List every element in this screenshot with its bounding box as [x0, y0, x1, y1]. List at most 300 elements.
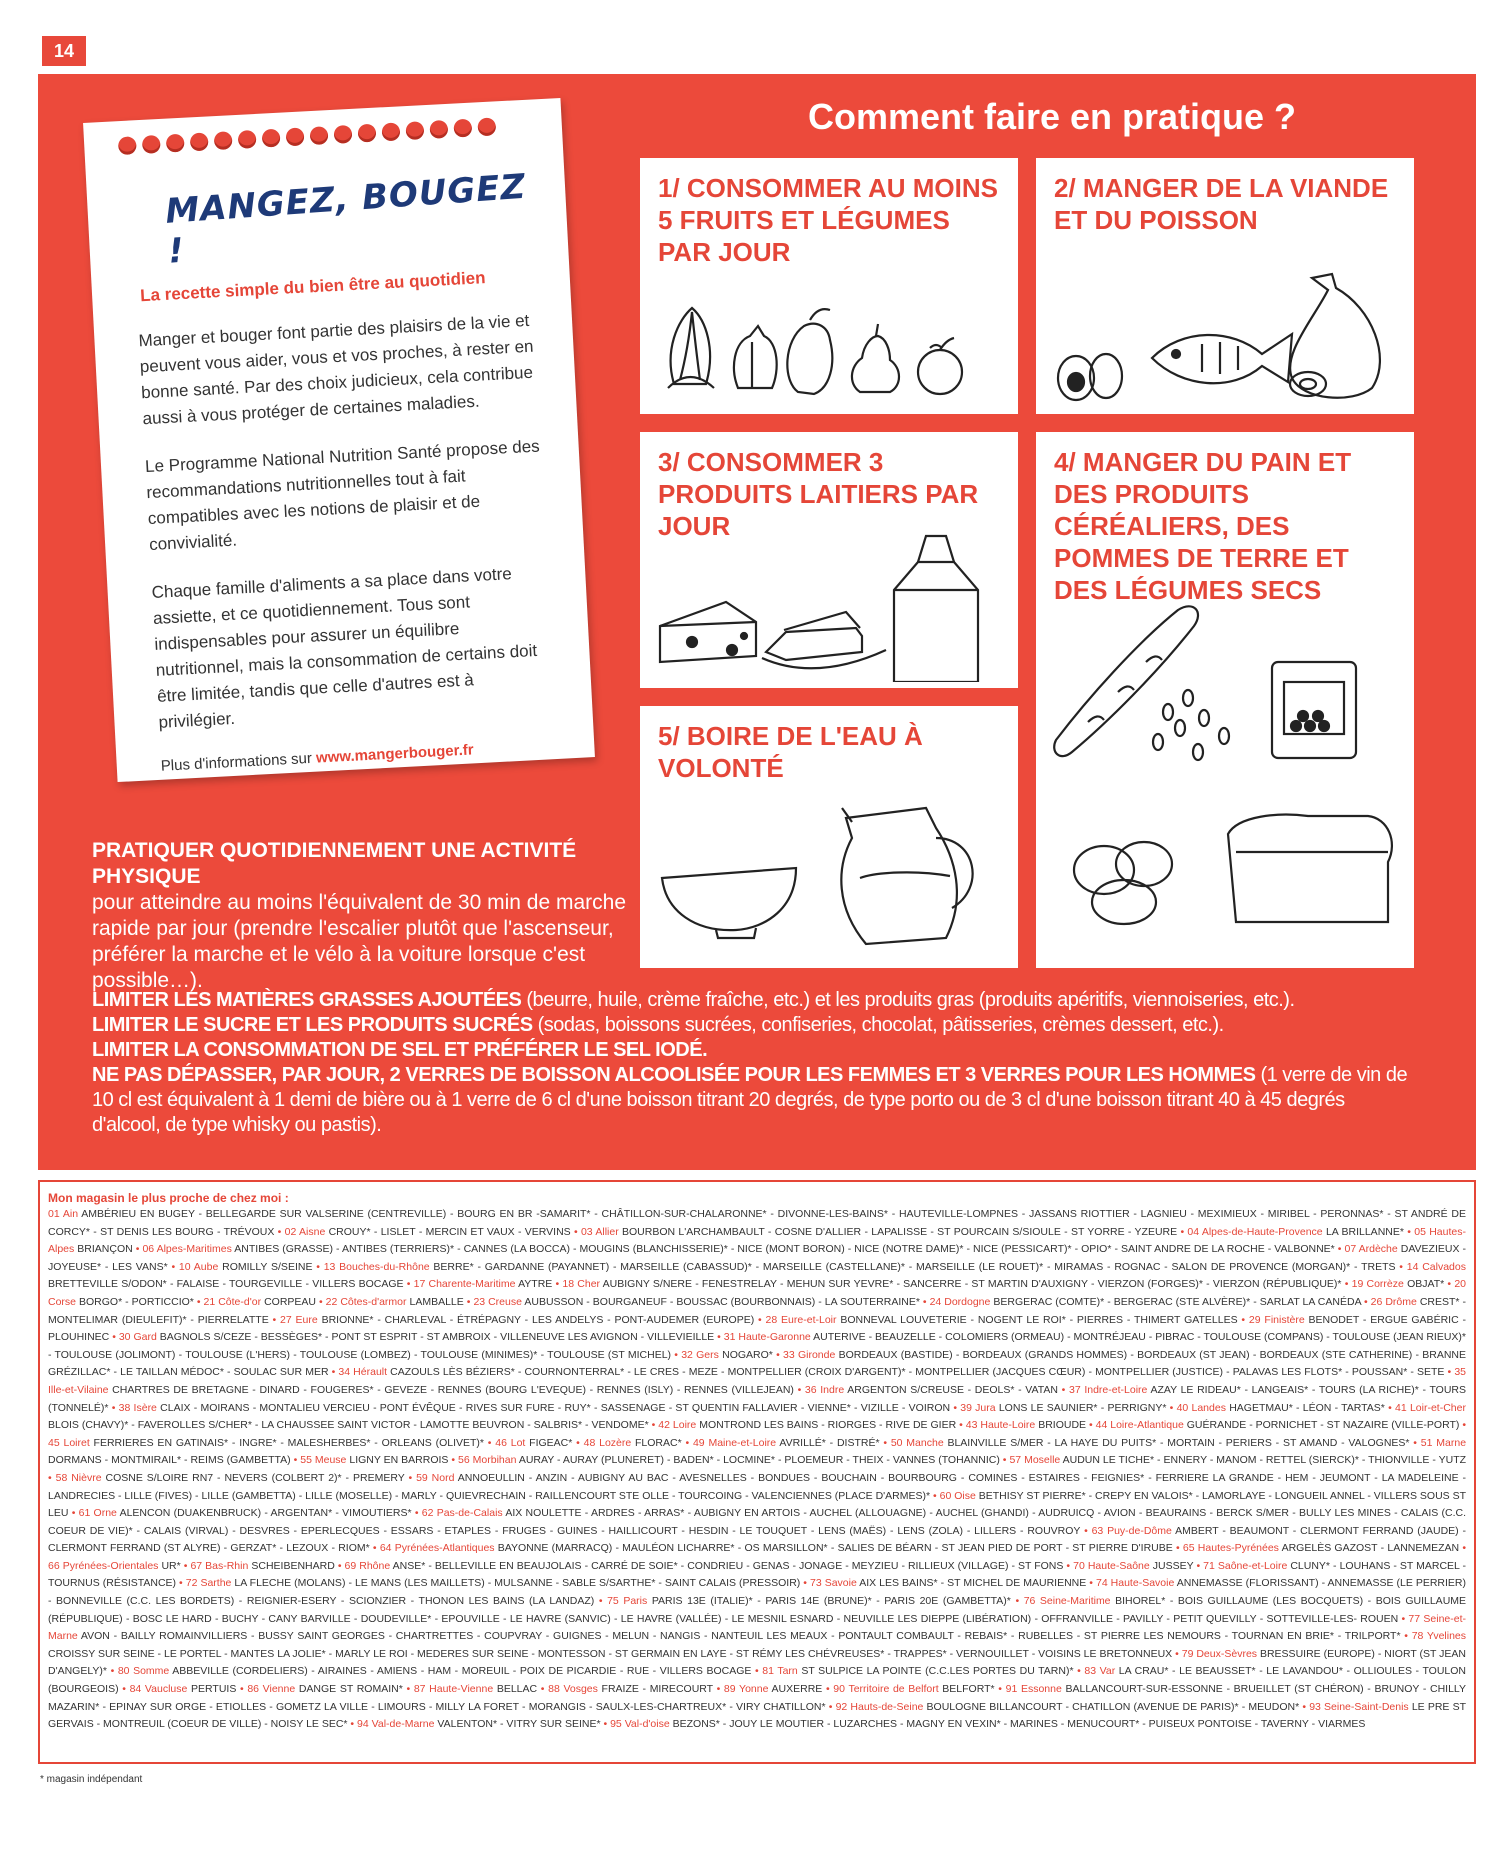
store-names: CLAIX - MOIRANS - MONTALIEU VERCIEU - PONT ÉVÊQUE - RIVES SUR FURE - RUY* - SASSENAGE - ST QUENTIN FALLAVIER - VIENNE* - VIZILLE - VOIRON: [160, 1401, 951, 1414]
box-water: [640, 706, 1018, 968]
store-names: ALENCON (DUAKENBRUCK) - ARGENTAN* - VIMOUTIERS*: [119, 1507, 412, 1520]
bullet-separator-icon: •: [1172, 1647, 1182, 1660]
bullet-separator-icon: •: [448, 1454, 459, 1467]
store-names: AUBIGNY S/NERE - FENESTRELAY - MEHUN SUR YEVRE* - SANCERRE - ST MARTIN D'AUXIGNY - VIERZON (FORGES)* - VIERZON (RÉPUBLIQUE)*: [602, 1278, 1342, 1291]
store-names: CHARTRES DE BRETAGNE - DINARD - FOUGERES* - GEVEZE - RENNES (BOURG L'EVEQUE) - RENNES (ISLY) - RENNES (VILLEJEAN): [112, 1383, 794, 1396]
store-names: AUXERRE: [771, 1683, 823, 1696]
store-entry: [693, 1437, 891, 1449]
store-names: COSNE S/LOIRE RN7 - NEVERS (COLBERT 2)* - PREMERY: [105, 1471, 405, 1484]
bullet-separator-icon: •: [956, 1419, 966, 1432]
bullet-separator-icon: •: [290, 1454, 301, 1467]
bullet-separator-icon: •: [1409, 1436, 1421, 1449]
store-entry: [930, 1296, 1371, 1308]
bullet-separator-icon: •: [1237, 1313, 1249, 1326]
note-paragraph: Manger et bouger font partie des plaisirs de la vie et peuvent vous aider, vous et vos proches, à rester en bonne santé. Par des choix judicieux, cela contribue aussi à vous protéger de certaines maladies.: [138, 310, 534, 429]
note-paragraph: Chaque famille d'aliments a sa place dans votre assiette, et ce quotidiennement. Tous sont indispensables pour assurer un équilibre nutritionnel, mais la consommation de certains doit être limitée, tandis que celle d'autres est à privilégier.: [151, 564, 538, 732]
store-names: CLUNY* - LOUHANS - ST MARCEL - TOURNUS (RÉSISTANCE): [48, 1559, 1467, 1590]
bullet-separator-icon: •: [193, 1295, 204, 1308]
bullet-separator-icon: •: [1057, 1383, 1069, 1396]
store-entry: [458, 1454, 1009, 1466]
department-label: 33 Gironde: [783, 1348, 839, 1361]
store-names: HAGETMAU* - LÉON - TARTAS*: [1229, 1401, 1385, 1414]
store-entry: [414, 1278, 563, 1290]
department-label: 38 Isère: [118, 1401, 161, 1414]
limit-bold: NE PAS DÉPASSER, PAR JOUR, 2 VERRES DE BOISSON ALCOOLISÉE POUR LES FEMMES ET 3 VERRES POUR LES HOMMES: [92, 1064, 1256, 1086]
store-entry: [357, 1718, 610, 1730]
hole-icon: [429, 120, 448, 139]
store-entry: [610, 1718, 1365, 1730]
bullet-separator-icon: •: [180, 1559, 191, 1572]
bullet-separator-icon: •: [118, 1683, 130, 1696]
bullet-separator-icon: •: [1086, 1419, 1096, 1432]
physical-activity-text: [92, 838, 632, 994]
store-entry: [495, 1437, 583, 1449]
store-names: UR*: [161, 1559, 181, 1572]
department-label: 65 Hautes-Pyrénées: [1182, 1542, 1282, 1555]
bullet-separator-icon: •: [714, 1331, 724, 1344]
store-names: BOULOGNE BILLANCOURT - CHATILLON (AVENUE DE PARIS)* - MEUDON*: [926, 1700, 1300, 1713]
store-names: AMBERT - BEAUMONT - CLERMONT FERRAND (JAUDE) - CLERMONT FERRAND (ST ALYRE) - GERZAT* - LEZOUX - RIOM*: [48, 1524, 1467, 1555]
store-entry: [118, 1665, 762, 1677]
activity-title: PRATIQUER QUOTIDIENNEMENT UNE ACTIVITÉ PHYSIQUE: [92, 839, 577, 888]
store-names: AIX LES BAINS* - ST MICHEL DE MAURIENNE: [859, 1577, 1087, 1590]
store-names: BERGERAC (COMTE)* - BERGERAC (STE ALVÈRE)* - SARLAT LA CANÉDA: [993, 1295, 1361, 1308]
store-names: ROMILLY S/SEINE: [222, 1260, 313, 1273]
department-label: 05 Hautes-Alpes: [48, 1225, 1466, 1256]
store-entry: [324, 1261, 1407, 1273]
store-names: AVRILLÉ* - DISTRÉ*: [779, 1436, 880, 1449]
hole-icon: [118, 136, 137, 155]
store-names: MONTROND LES BAINS - RIORGES - RIVE DE GIER: [699, 1419, 957, 1432]
bullet-separator-icon: •: [1384, 1401, 1396, 1414]
bullet-separator-icon: •: [1299, 1700, 1310, 1713]
box-title: 2/ MANGER DE LA VIANDE ET DU POISSON: [1054, 173, 1389, 235]
store-names: GUÉRANDE - PORNICHET - ST NAZAIRE (VILLE-PORT): [1186, 1419, 1460, 1432]
footnote: * magasin indépendant: [40, 1774, 143, 1785]
department-label: 55 Meuse: [300, 1454, 350, 1467]
department-label: 83 Var: [1084, 1665, 1119, 1678]
hole-icon: [310, 126, 329, 145]
store-entry: [300, 1454, 458, 1466]
bullet-separator-icon: •: [1086, 1577, 1096, 1590]
bullet-separator-icon: •: [600, 1718, 611, 1731]
store-names: CAZOULS LÈS BÉZIERS* - COURNONTERRAL* - LE CRES - MEZE - MONTPELLIER (CROIX D'ARGENT)* - MONTPELLIER (JACQUES CŒUR) - MONTPELLIER (JUSTICE) - PALAVAS LES FLOTS* - POUSSAN* - SETE: [390, 1366, 1445, 1379]
store-names: PERTUIS: [191, 1683, 237, 1696]
bullet-separator-icon: •: [648, 1419, 659, 1432]
store-entry: [79, 1507, 422, 1519]
bullet-separator-icon: •: [402, 1683, 414, 1696]
department-label: 41 Loir-et-Cher: [1395, 1401, 1466, 1414]
bullet-separator-icon: •: [994, 1683, 1006, 1696]
bullet-separator-icon: •: [1395, 1260, 1407, 1273]
store-entry: [48, 1437, 495, 1449]
bullet-separator-icon: •: [1444, 1366, 1455, 1379]
bullet-separator-icon: •: [879, 1436, 891, 1449]
mangez-bougez-note: [83, 98, 595, 782]
store-entry: [1096, 1419, 1466, 1431]
store-names: DAVEZIEUX - JOYEUSE* - LES VANS*: [48, 1243, 1466, 1273]
department-label: 81 Tarn: [762, 1665, 802, 1678]
bullet-separator-icon: •: [176, 1577, 186, 1590]
department-label: 63 Puy-de-Dôme: [1091, 1524, 1176, 1537]
box-meat-fish: [1036, 158, 1414, 414]
store-names: ABBEVILLE (CORDELIERS) - AIRAINES - AMIENS - HAM - MOREUIL - POIX DE PICARDIE - RUE - VILLERS BOCAGE: [172, 1665, 752, 1678]
department-label: 69 Rhône: [344, 1559, 393, 1572]
department-label: 72 Sarthe: [185, 1577, 235, 1590]
bullet-separator-icon: •: [411, 1507, 422, 1520]
bullet-separator-icon: •: [484, 1436, 496, 1449]
bullet-separator-icon: •: [316, 1295, 326, 1308]
department-label: 26 Drôme: [1370, 1295, 1420, 1308]
department-label: 04 Alpes-de-Haute-Provence: [1187, 1225, 1326, 1238]
store-entry: [142, 1243, 1344, 1255]
department-label: 45 Loiret: [48, 1436, 94, 1449]
department-label: 36 Indre: [804, 1383, 848, 1396]
store-names: BELLAC: [496, 1683, 538, 1696]
note-title: MANGEZ, BOUGEZ !: [164, 166, 528, 272]
department-label: 27 Eure: [280, 1313, 322, 1326]
more-info-label: Plus d'informations sur: [160, 749, 317, 775]
department-label: 74 Haute-Savoie: [1095, 1577, 1177, 1590]
bullet-separator-icon: •: [108, 1401, 119, 1414]
department-label: 18 Cher: [562, 1278, 603, 1291]
store-entry: [805, 1384, 1069, 1396]
department-label: 56 Morbihan: [458, 1454, 519, 1467]
store-names: BIHOREL* - BOIS GUILLAUME (LES BOCQUETS) - BOIS GUILLAUME (RÉPUBLIQUE) - BOSC LE HARD - BUCHY - CANY BARVILLE - DOUDEVILLE* - EPOUVILLE - LE HAVRE (SANVIC) - LE HAVRE (VALLÉE) - LE MESNIL ESNARD - NEUVILLE LES DIEPPE (LIBÉRATION) - OFFRANVILLE - PAVILLY - PETIT QUEVILLY - SOTTEVILLE-LES- ROUEN: [48, 1595, 1467, 1625]
department-label: 37 Indre-et-Loire: [1068, 1383, 1151, 1396]
store-names: ANSE* - BELLEVILLE EN BEAUJOLAIS - CARRÉ DE SOIE* - CONDRIEU - GENAS - JONAGE - MEYZIEU - RILLIEUX (VILLAGE) - ST FONS: [392, 1559, 1064, 1572]
bullet-separator-icon: •: [999, 1454, 1010, 1467]
bullet-separator-icon: •: [572, 1436, 584, 1449]
bullet-separator-icon: •: [712, 1683, 724, 1696]
department-label: 73 Savoie: [810, 1577, 860, 1590]
department-label: 93 Seine-Saint-Denis: [1309, 1700, 1412, 1713]
store-names: AZAY LE RIDEAU* - LANGEAIS* - TOURS (LA RICHE)* - TOURS (TONNELÉ)*: [48, 1383, 1467, 1414]
store-names: ANNEMASSE (FLORISSANT) - ANNEMASSE (LE PERRIER) - BONNEVILLE (C.C. LES BORDETS) - REIGNIER-ESERY - SCIONZIER - THONON LES BAINS (LA LANDAZ): [48, 1577, 1466, 1608]
store-names: AUTERIVE - BEAUZELLE - COLOMIERS (ORMEAU) - MONTRÉJEAU - PIBRAC - TOULOUSE (COMPANS) - TOULOUSE (JEAN RIEUX)* - TOULOUSE (JOLIMONT) - TOULOUSE (L'HERS) - TOULOUSE (LOMBEZ) - TOULOUSE (MINIMES)* - TOULOUSE (ST MICHEL): [48, 1331, 1467, 1361]
store-entry: [960, 1402, 1176, 1414]
store-entry: [658, 1419, 965, 1431]
department-label: 66 Pyrénées-Orientales: [48, 1559, 162, 1572]
store-names: DORMANS - MONTMIRAIL* - REIMS (GAMBETTA): [48, 1454, 291, 1467]
bullet-separator-icon: •: [369, 1542, 380, 1555]
store-names: BAGNOLS S/CEZE - BESSÈGES* - PONT ST ESPRIT - ST AMBROIX - VILLENEUVE LES AVIGNON - VILLEVIEILLE: [159, 1331, 715, 1344]
department-label: 78 Yvelines: [1411, 1630, 1467, 1643]
department-label: 89 Yonne: [723, 1683, 772, 1696]
store-names: FIGEAC*: [529, 1436, 573, 1449]
store-names: LA BRILLANNE*: [1325, 1225, 1404, 1238]
store-names: BELFORT*: [942, 1683, 995, 1696]
department-label: 24 Dordogne: [929, 1295, 994, 1308]
bullet-separator-icon: •: [751, 1665, 763, 1678]
store-entry: [762, 1665, 1084, 1677]
store-entry: [414, 1683, 548, 1695]
bread-cereals-icon: [1048, 602, 1408, 962]
department-label: 34 Hérault: [338, 1366, 391, 1379]
store-names: BALLANCOURT-SUR-ESSONNE - BRUEILLET (ST CHÉRON) - BRUNOY - CHILLY MAZARIN* - EPINAY SUR ORGE - ETIOLLES - GOMETZ LA VILLE - LIMOURS - MILLY LA FORET - MORANGIS - SAULX-LES-CHARTREUX* - VIRY CHATILLON*: [48, 1683, 1466, 1713]
department-label: 14 Calvados: [1406, 1260, 1466, 1273]
bullet-separator-icon: •: [594, 1595, 608, 1608]
department-label: 51 Marne: [1420, 1436, 1467, 1449]
box-fruits-vegetables: [640, 158, 1018, 414]
bullet-separator-icon: •: [1177, 1225, 1188, 1238]
bullet-separator-icon: •: [1459, 1542, 1467, 1555]
limit-text: (beurre, huile, crème fraîche, etc.) et les produits gras (produits apéritifs, viennoiseries, etc.).: [521, 989, 1295, 1011]
hole-icon: [405, 121, 424, 140]
bullet-separator-icon: •: [772, 1348, 784, 1361]
store-list: [38, 1180, 1476, 1764]
limit-bold: LIMITER LA CONSOMMATION DE SEL ET PRÉFÉRER LE SEL IODÉ.: [92, 1039, 708, 1061]
hole-icon: [334, 125, 353, 144]
store-names: BERRE* - GARDANNE (PAYANNET) - MARSEILLE (CABASSUD)* - MARSEILLE (CASTELLANE)* - MARSEILLE (LE ROUET)* - MIRAMAS - ROGNAC - SALON DE PROVENCE (MORGAN)* - TRETS: [433, 1260, 1396, 1273]
department-label: 02 Aisne: [284, 1225, 329, 1238]
department-label: 42 Loire: [658, 1419, 700, 1432]
bullet-separator-icon: •: [671, 1348, 682, 1361]
bullet-separator-icon: •: [950, 1401, 961, 1414]
store-entry: [833, 1683, 1005, 1695]
store-names: LA CRAU* - LE BEAUSSET* - LE LAVANDOU* - OLLIOULES - TOULON (BOURGEOIS): [48, 1665, 1467, 1696]
store-entry: [280, 1314, 766, 1326]
bullet-separator-icon: •: [537, 1683, 549, 1696]
bullet-separator-icon: •: [552, 1278, 563, 1291]
department-label: 50 Manche: [890, 1436, 948, 1449]
department-label: 71 Saône-et-Loire: [1203, 1559, 1291, 1572]
dairy-products-icon: [656, 532, 1006, 682]
store-entry: [724, 1683, 833, 1695]
spiral-holes: [118, 117, 496, 155]
store-names: LAMBALLE: [409, 1295, 464, 1308]
store-entry: [584, 1437, 693, 1449]
bullet-separator-icon: •: [236, 1683, 248, 1696]
department-label: 80 Somme: [117, 1665, 173, 1678]
department-label: 39 Jura: [960, 1401, 999, 1414]
store-names: FERRIERES EN GATINAIS* - INGRE* - MALESHERBES* - ORLEANS (OLIVET)*: [93, 1436, 484, 1449]
limit-bold: LIMITER LE SUCRE ET LES PRODUITS SUCRÉS: [92, 1014, 533, 1036]
box-title: 1/ CONSOMMER AU MOINS 5 FRUITS ET LÉGUMES PAR JOUR: [658, 173, 998, 267]
department-label: 59 Nord: [416, 1471, 458, 1484]
bullet-separator-icon: •: [68, 1507, 79, 1520]
store-names: VALENTON* - VITRY SUR SEINE*: [437, 1718, 601, 1731]
store-names: AUDUN LE TICHE* - ENNERY - MANOM - RETTEL (SIERCK)* - THIONVILLE - YUTZ: [1062, 1454, 1467, 1467]
department-label: 43 Haute-Loire: [965, 1419, 1039, 1432]
department-label: 90 Territoire de Belfort: [833, 1683, 943, 1696]
store-entry: [56, 1472, 416, 1484]
box-title: 5/ BOIRE DE L'EAU À VOLONTÉ: [658, 721, 923, 783]
page-number: 14: [42, 36, 86, 66]
store-names: BETHISY ST PIERRE* - CREPY EN VALOIS* - LAMORLAYE - LONGUEIL ANNEL - VILLERS SOUS ST LEU: [48, 1489, 1466, 1520]
store-entry: [119, 1402, 961, 1414]
store-names: ANTIBES (GRASSE) - ANTIBES (TERRIERS)* - CANNES (LA BOCCA) - MOUGINS (BLANCHISSERIE)* - NICE (MONT BORON) - NICE (NOTRE DAME)* - NICE (PESSICART)* - OPIO* - SAINT ANDRE DE LA ROCHE - VALBONNE*: [234, 1243, 1335, 1256]
department-label: 20 Corse: [48, 1278, 1466, 1308]
department-label: 10 Aube: [178, 1260, 223, 1273]
store-names: FLORAC*: [635, 1436, 682, 1449]
store-entry: [607, 1595, 1024, 1607]
bullet-separator-icon: •: [1444, 1278, 1455, 1291]
store-entry: [681, 1349, 783, 1361]
department-label: 84 Vaucluse: [129, 1683, 192, 1696]
department-label: 35 Ille-et-Vilaine: [48, 1366, 1466, 1396]
bullet-separator-icon: •: [1166, 1401, 1177, 1414]
store-names: LIGNY EN BARROIS: [349, 1454, 449, 1467]
bullet-separator-icon: •: [167, 1260, 179, 1273]
store-names: LA FLECHE (MOLANS) - LE MANS (LES MAILLETS) - MULSANNE - SABLE S/SARTHE* - SAINT CALAIS (PRESSOIR): [234, 1577, 801, 1590]
store-names: BLOIS (CHAVY)* - FAVEROLLES S/CHER* - LA CHAUSSEE SAINT VICTOR - LAMOTTE BEUVRON - SALBRIS* - VENDOME*: [48, 1419, 649, 1432]
limit-bold: LIMITER LES MATIÈRES GRASSES AJOUTÉES: [92, 989, 522, 1011]
store-names: LONS LE SAUNIER* - PERRIGNY*: [998, 1401, 1167, 1414]
department-label: 61 Orne: [78, 1507, 120, 1520]
store-names: ANNOEULLIN - ANZIN - AUBIGNY AU BAC - AVESNELLES - BONDUES - BOUCHAIN - BOURBOURG - COMINES - ESTAIRES - FEIGNIES* - FERRIERE LA GRANDE - HEM - JEUMONT - LA MADELEINE - LANDRECIES - LILLE (FIVES) - LILLE (GAMBETTA) - LILLE (MOSELLE) - MARLY - QUIEVRECHAIN - RAILLENCOURT STE OLLE - TOURCOING - VALENCIENNES (PLACE D'ARMES)*: [48, 1471, 1466, 1502]
hole-icon: [190, 132, 209, 151]
store-names: BONNEVAL LOUVETERIE - NOGENT LE ROI* - PIERRES - THIMERT GATELLES: [840, 1313, 1238, 1326]
bullet-separator-icon: •: [328, 1366, 339, 1379]
store-names: FRAIZE - MIRECOURT: [601, 1683, 713, 1696]
limit-item: [92, 1013, 1412, 1038]
note-subtitle: La recette simple du bien être au quotidien: [139, 268, 486, 306]
store-entries: [48, 1206, 1466, 1734]
department-label: 17 Charente-Maritime: [413, 1278, 519, 1291]
bullet-separator-icon: •: [463, 1295, 474, 1308]
store-names: ARGELÈS GAZOST - LANNEMEZAN: [1281, 1542, 1460, 1555]
bullet-separator-icon: •: [132, 1243, 143, 1256]
store-entry: [204, 1296, 326, 1308]
department-label: 31 Haute-Garonne: [723, 1331, 814, 1344]
store-entry: [966, 1419, 1096, 1431]
hole-icon: [453, 119, 472, 138]
activity-body: pour atteindre au moins l'équivalent de 30 min de marche rapide par jour (prendre l'escalier plutôt que l'ascenseur, préférer la marche et le vélo à la voiture lorsque c'est possible…).: [92, 891, 626, 992]
store-entry: [473, 1296, 929, 1308]
bullet-separator-icon: •: [1459, 1419, 1466, 1432]
store-entry: [186, 1577, 810, 1589]
bullet-separator-icon: •: [107, 1665, 118, 1678]
store-names: BLAINVILLE S/MER - LA HAYE DU PUITS* - MORTAIN - PERIERS - ST AMAND - VALOGNES*: [947, 1436, 1410, 1449]
store-entry: [338, 1366, 1454, 1378]
bullet-separator-icon: •: [754, 1313, 766, 1326]
bullet-separator-icon: •: [1341, 1278, 1352, 1291]
box-dairy: [640, 432, 1018, 688]
department-label: 01 Ain: [48, 1208, 82, 1220]
store-names: BRIOUDE: [1038, 1419, 1087, 1432]
department-label: 03 Allier: [580, 1225, 623, 1238]
store-entry: [326, 1296, 474, 1308]
department-label: 62 Pas-de-Calais: [421, 1507, 506, 1520]
department-label: 60 Oise: [939, 1489, 979, 1502]
bullet-separator-icon: •: [1361, 1295, 1371, 1308]
department-label: 67 Bas-Rhin: [190, 1559, 252, 1572]
bullet-separator-icon: •: [681, 1436, 693, 1449]
store-entry: [380, 1542, 1183, 1554]
limit-item: [92, 988, 1412, 1013]
store-names: BRIONNE* - CHARLEVAL - ÉTRÉPAGNY - LES ANDELYS - PONT-AUDEMER (EUROPE): [321, 1313, 755, 1326]
hole-icon: [262, 129, 281, 148]
bullet-separator-icon: •: [793, 1383, 805, 1396]
department-label: 46 Lot: [495, 1436, 530, 1449]
bullet-separator-icon: •: [919, 1295, 930, 1308]
department-label: 19 Corrèze: [1351, 1278, 1408, 1291]
bullet-separator-icon: •: [930, 1489, 940, 1502]
store-names: BAYONNE (MARRACQ) - MAULÉON LICHARRE* - OS MARSILLON* - SALIES DE BÉARN - ST JEAN PIED DE PORT - ST PIERRE D'IRUBE: [497, 1542, 1173, 1555]
bullet-separator-icon: •: [570, 1225, 581, 1238]
bullet-separator-icon: •: [1193, 1559, 1204, 1572]
department-label: 57 Moselle: [1009, 1454, 1063, 1467]
more-info-link[interactable]: www.mangerbouger.fr: [315, 741, 475, 767]
store-names: LE PRE ST GERVAIS - MONTREUIL (COEUR DE VILLE) - NOISY LE SEC*: [48, 1700, 1467, 1731]
store-entry: [119, 1331, 724, 1343]
department-label: 94 Val-de-Marne: [357, 1718, 438, 1731]
bullet-separator-icon: •: [1010, 1595, 1024, 1608]
bullet-separator-icon: •: [334, 1559, 345, 1572]
store-names: OBJAT*: [1407, 1278, 1445, 1291]
bullet-separator-icon: •: [1398, 1612, 1409, 1625]
store-names: BENODET - ERGUE GABÉRIC - PLOUHINEC: [48, 1313, 1466, 1344]
store-names: ARGENTON S/CREUSE - DEOLS* - VATAN: [847, 1383, 1058, 1396]
department-label: 28 Eure-et-Loir: [765, 1313, 841, 1326]
store-names: CORPEAU: [264, 1295, 316, 1308]
bullet-separator-icon: •: [1403, 1225, 1415, 1238]
bullet-separator-icon: •: [1400, 1630, 1412, 1643]
bullet-separator-icon: •: [1073, 1665, 1085, 1678]
store-entry: [345, 1560, 1074, 1572]
store-names: CROUY* - LISLET - MERCIN ET VAUX - VERVINS: [328, 1225, 571, 1238]
department-label: 95 Val-d'oise: [610, 1718, 673, 1731]
department-label: 75 Paris: [607, 1595, 652, 1608]
store-names: BRESSUIRE (EUROPE) - NIORT (ST JEAN D'ANGELY)*: [48, 1647, 1467, 1678]
water-jug-bowl-icon: [656, 788, 1006, 958]
store-entry: [190, 1560, 344, 1572]
store-names: CREST* - MONTELIMAR (DIEULEFIT)* - PIERRELATTE: [48, 1295, 1466, 1326]
store-entry: [247, 1683, 413, 1695]
department-label: 40 Landes: [1176, 1401, 1230, 1414]
store-names: BRETTEVILLE S/ODON* - FALAISE - TOURGEVILLE - VILLERS BOCAGE: [48, 1278, 404, 1291]
department-label: 76 Seine-Maritime: [1023, 1595, 1116, 1608]
department-label: 44 Loire-Atlantique: [1095, 1419, 1187, 1432]
hole-icon: [142, 135, 161, 154]
limit-item: [92, 1063, 1412, 1138]
store-names: AMBÉRIEU EN BUGEY - BELLEGARDE SUR VALSERINE (CENTREVILLE) - BOURG EN BR -SAMARIT* - CHÂTILLON-SUR-CHALARONNE* - DIVONNE-LES-BAINS* - HAUTEVILLE-LOMPNES - JASSANS RIOTTIER - LAGNIEU - MEXIMIEUX - MIRIBEL - PERONNAS* - ST ANDRÉ DE CORCY* - ST DENIS LES BOURG - TRÉVOUX: [48, 1208, 1466, 1238]
department-label: 92 Hauts-de-Seine: [835, 1700, 927, 1713]
store-entry: [562, 1278, 1351, 1290]
store-names: BRIANÇON: [77, 1243, 133, 1256]
box-title: 4/ MANGER DU PAIN ET DES PRODUITS CÉRÉALIERS, DES POMMES DE TERRE ET DES LÉGUMES SECS: [1054, 447, 1352, 605]
bullet-separator-icon: •: [1334, 1243, 1345, 1256]
bullet-separator-icon: •: [822, 1683, 834, 1696]
bullet-separator-icon: •: [268, 1313, 281, 1326]
department-label: 48 Lozère: [583, 1436, 635, 1449]
store-entry: [766, 1314, 1249, 1326]
department-label: 22 Côtes-d'armor: [325, 1295, 410, 1308]
store-entry: [285, 1226, 581, 1238]
store-entry: [1073, 1560, 1203, 1572]
store-names: NOGARO*: [722, 1348, 773, 1361]
store-names: AIX NOULETTE - ARDRES - ARRAS* - AUBIGNY EN ARTOIS - AUCHEL (ALLOUAGNE) - AUCHEL (GHANDI) - AUDRUICQ - AVION - BEAURAINS - BERCK S/MER - BULLY LES MINES - CALAIS (C.C. COEUR DE VIE)* - CALAIS (VIRVAL) - DESVRES - EPERLECQUES - ESSARS - ETAPLES - FRUGES - GUINES - HAILLICOURT - HESDIN - LE TOUQUET - LENS (MAËS) - LENS (ZOLA) - LILLERS - ROUVROY: [48, 1507, 1466, 1537]
department-label: 77 Seine-et-Marne: [48, 1612, 1466, 1643]
store-names: AUBUSSON - BOURGANEUF - BOUSSAC (BOURBONNAIS) - LA SOUTERRAINE*: [524, 1295, 920, 1308]
department-label: 91 Essonne: [1005, 1683, 1066, 1696]
department-label: 87 Haute-Vienne: [413, 1683, 497, 1696]
bullet-separator-icon: •: [1063, 1559, 1074, 1572]
store-entry: [179, 1261, 324, 1273]
department-label: 88 Vosges: [548, 1683, 602, 1696]
store-names: DANGE ST ROMAIN*: [298, 1683, 403, 1696]
store-entry: [1183, 1542, 1466, 1554]
store-names: AVON - BAILLY ROMAINVILLIERS - BUSSY SAINT GEORGES - CHARTRETTES - COUPVRAY - GUIGNES - MELUN - NANGIS - NANTEUIL LES MEAUX - PONTAULT COMBAULT - REBAIS* - RUBELLES - ST PIERRE LES NEMOURS - TOURNAN EN BRIE* - TRILPORT*: [80, 1630, 1401, 1643]
department-label: 23 Creuse: [473, 1295, 525, 1308]
department-label: 13 Bouches-du-Rhône: [323, 1260, 434, 1273]
hole-icon: [381, 122, 400, 141]
fruits-vegetables-icon: [660, 280, 1000, 400]
hole-icon: [358, 124, 377, 143]
box-bread-cereals: [1036, 432, 1414, 968]
store-entry: [836, 1701, 1310, 1713]
